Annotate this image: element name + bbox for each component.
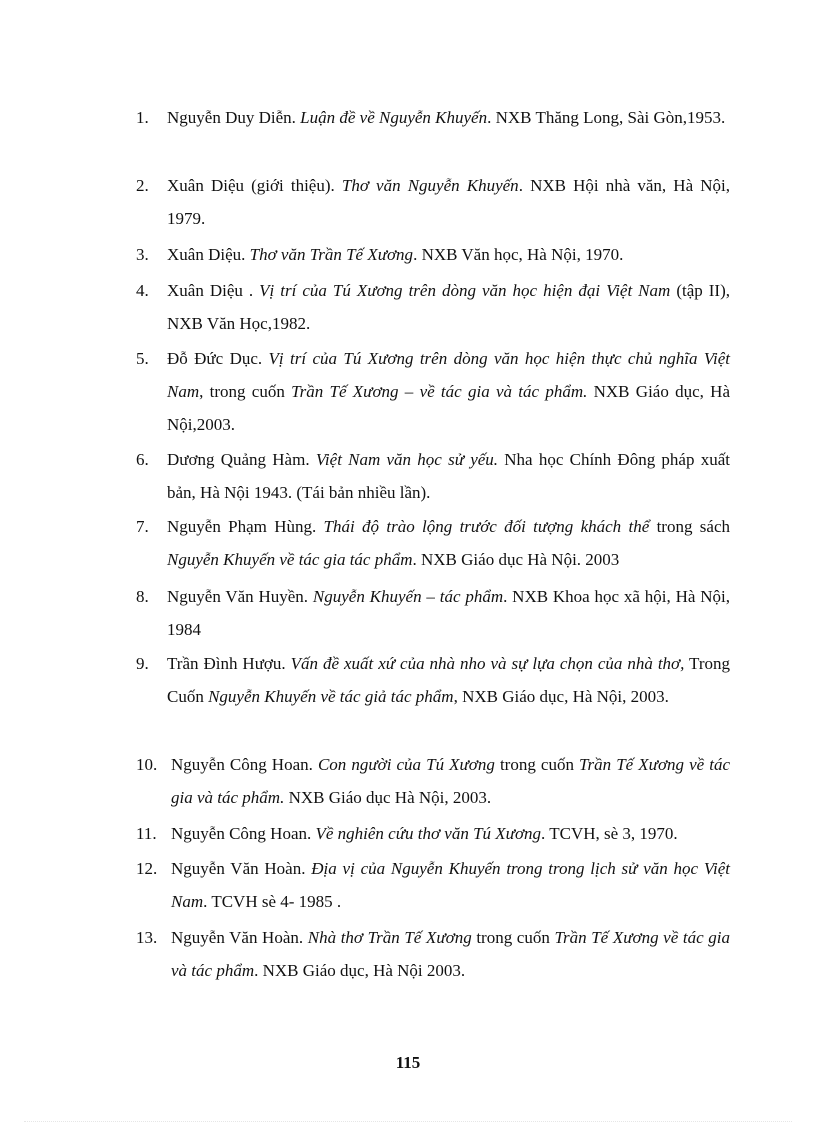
reference-number: 9. [136, 654, 149, 673]
reference-item [136, 169, 730, 235]
reference-item [136, 647, 730, 713]
reference-segment: Nguyễn Văn Hoàn. [171, 928, 308, 947]
reference-title: Luận đề về Nguyễn Khuyến [300, 108, 488, 127]
reference-number: 6. [136, 450, 149, 469]
reference-text [136, 852, 730, 918]
reference-text [136, 238, 730, 271]
reference-segment: Nguyễn Văn Huyền. [167, 587, 313, 606]
reference-title: Vấn đề xuất xứ của nhà nho và sự lựa chọn của nhà thơ, [290, 654, 685, 673]
reference-text [136, 443, 730, 509]
reference-title: Trần Tế Xương – về tác gia và tác phẩm. [291, 382, 588, 401]
reference-segment: Dương Quảng Hàm. [167, 450, 316, 469]
reference-segment: Nguyễn Văn Hoàn. [171, 859, 312, 878]
reference-title: Nhà thơ Trần Tế Xương [307, 928, 472, 947]
reference-title: Nguyễn Khuyến – tác phẩm [312, 587, 504, 606]
reference-number: 12. [136, 859, 158, 878]
reference-title: Vị trí của Tú Xương trên dòng văn học hiện thực chủ nghĩa Việt Nam [167, 349, 730, 401]
reference-segment: Nguyễn Công Hoan. [171, 755, 318, 774]
reference-segment: NXB Giáo dục, Hà Nội,2003. [167, 382, 730, 434]
reference-segment: trong cuốn [494, 755, 580, 774]
reference-number: 1. [136, 108, 149, 127]
reference-segment: , NXB Giáo dục, Hà Nội, 2003. [453, 687, 669, 706]
reference-title: Trần Tế Xương về tác gia và tác phẩm. [171, 755, 731, 807]
reference-segment: . NXB Hội nhà văn, Hà Nội, 1979. [167, 176, 730, 228]
reference-text [136, 580, 730, 646]
reference-number: 5. [136, 349, 149, 368]
reference-title: Thơ văn Nguyễn Khuyến [341, 176, 519, 195]
reference-item [136, 852, 730, 918]
reference-segment: trong sách [649, 517, 731, 536]
reference-number: 8. [136, 587, 149, 606]
reference-title: Việt Nam văn học sử yếu. [315, 450, 499, 469]
reference-text [136, 510, 730, 576]
reference-segment: Nguyễn Phạm Hùng. [167, 517, 324, 536]
reference-item [136, 580, 730, 646]
reference-segment: . NXB Giáo dục, Hà Nội 2003. [254, 961, 466, 980]
reference-item [136, 510, 730, 576]
reference-item [136, 342, 730, 441]
reference-title: Thơ văn Trần Tế Xương [249, 245, 414, 264]
reference-title: Về nghiên cứu thơ văn Tú Xương [315, 824, 542, 843]
reference-number: 4. [136, 281, 149, 300]
reference-title: Nguyễn Khuyến về tác giả tác phẩm [208, 687, 454, 706]
reference-segment: . NXB Thăng Long, Sài Gòn,1953. [487, 108, 726, 127]
reference-segment: Nguyễn Công Hoan. [171, 824, 316, 843]
reference-title: Nguyễn Khuyến về tác gia tác phẩm [167, 550, 413, 569]
reference-text [136, 921, 730, 987]
reference-segment: NXB Giáo dục Hà Nội, 2003. [284, 788, 492, 807]
reference-segment: (tập II), NXB Văn Học,1982. [167, 281, 730, 333]
reference-segment: . TCVH sè 4- 1985 . [203, 892, 342, 911]
reference-segment: Trong Cuốn [167, 654, 730, 706]
reference-text [136, 817, 730, 850]
reference-item [136, 748, 730, 814]
reference-segment: . NXB Văn học, Hà Nội, 1970. [413, 245, 624, 264]
reference-item [136, 238, 730, 271]
reference-segment: , trong cuốn [199, 382, 292, 401]
reference-segment: Đỗ Đức Dục. [167, 349, 269, 368]
page-bottom-divider [24, 1121, 792, 1122]
reference-title: Vị trí của Tú Xương trên dòng văn học hiện đại Việt Nam [259, 281, 671, 300]
reference-title: Trần Tế Xương về tác gia và tác phẩm [171, 928, 730, 980]
reference-segment: Xuân Diệu. [167, 245, 250, 264]
reference-segment: trong cuốn [471, 928, 555, 947]
reference-segment: Xuân Diệu (giới thiệu). [167, 176, 342, 195]
reference-title: Thái độ trào lộng trước đối tượng khách thể [323, 517, 650, 536]
reference-text [136, 647, 730, 713]
reference-item [136, 101, 730, 134]
reference-segment: . TCVH, sè 3, 1970. [541, 824, 678, 843]
reference-item [136, 274, 730, 340]
reference-text [136, 274, 730, 340]
reference-number: 10. [136, 755, 158, 774]
reference-segment: Nguyễn Duy Diễn. [167, 108, 301, 127]
reference-item [136, 817, 730, 850]
reference-text [136, 748, 730, 814]
reference-number: 2. [136, 176, 149, 195]
reference-number: 3. [136, 245, 149, 264]
reference-segment: . NXB Giáo dục Hà Nội. 2003 [412, 550, 620, 569]
reference-text [136, 169, 730, 235]
reference-segment: Trần Đình Hượu. [167, 654, 291, 673]
page-number: 115 [395, 1053, 421, 1072]
reference-text [136, 342, 730, 441]
reference-text [136, 101, 730, 134]
reference-segment: . NXB Khoa học xã hội, Hà Nội, 1984 [167, 587, 730, 639]
reference-segment: Nha học Chính Đông pháp xuất bản, Hà Nội 1943. (Tái bản nhiều lần). [167, 450, 730, 502]
reference-title: Địa vị của Nguyễn Khuyến trong trong lịch sử văn học Việt Nam [171, 859, 730, 911]
reference-number: 7. [136, 517, 149, 536]
reference-item [136, 443, 730, 509]
reference-number: 11. [136, 824, 157, 843]
reference-number: 13. [136, 928, 158, 947]
reference-item [136, 921, 730, 987]
reference-segment: Xuân Diệu . [167, 281, 260, 300]
reference-title: Con người của Tú Xương [317, 755, 495, 774]
